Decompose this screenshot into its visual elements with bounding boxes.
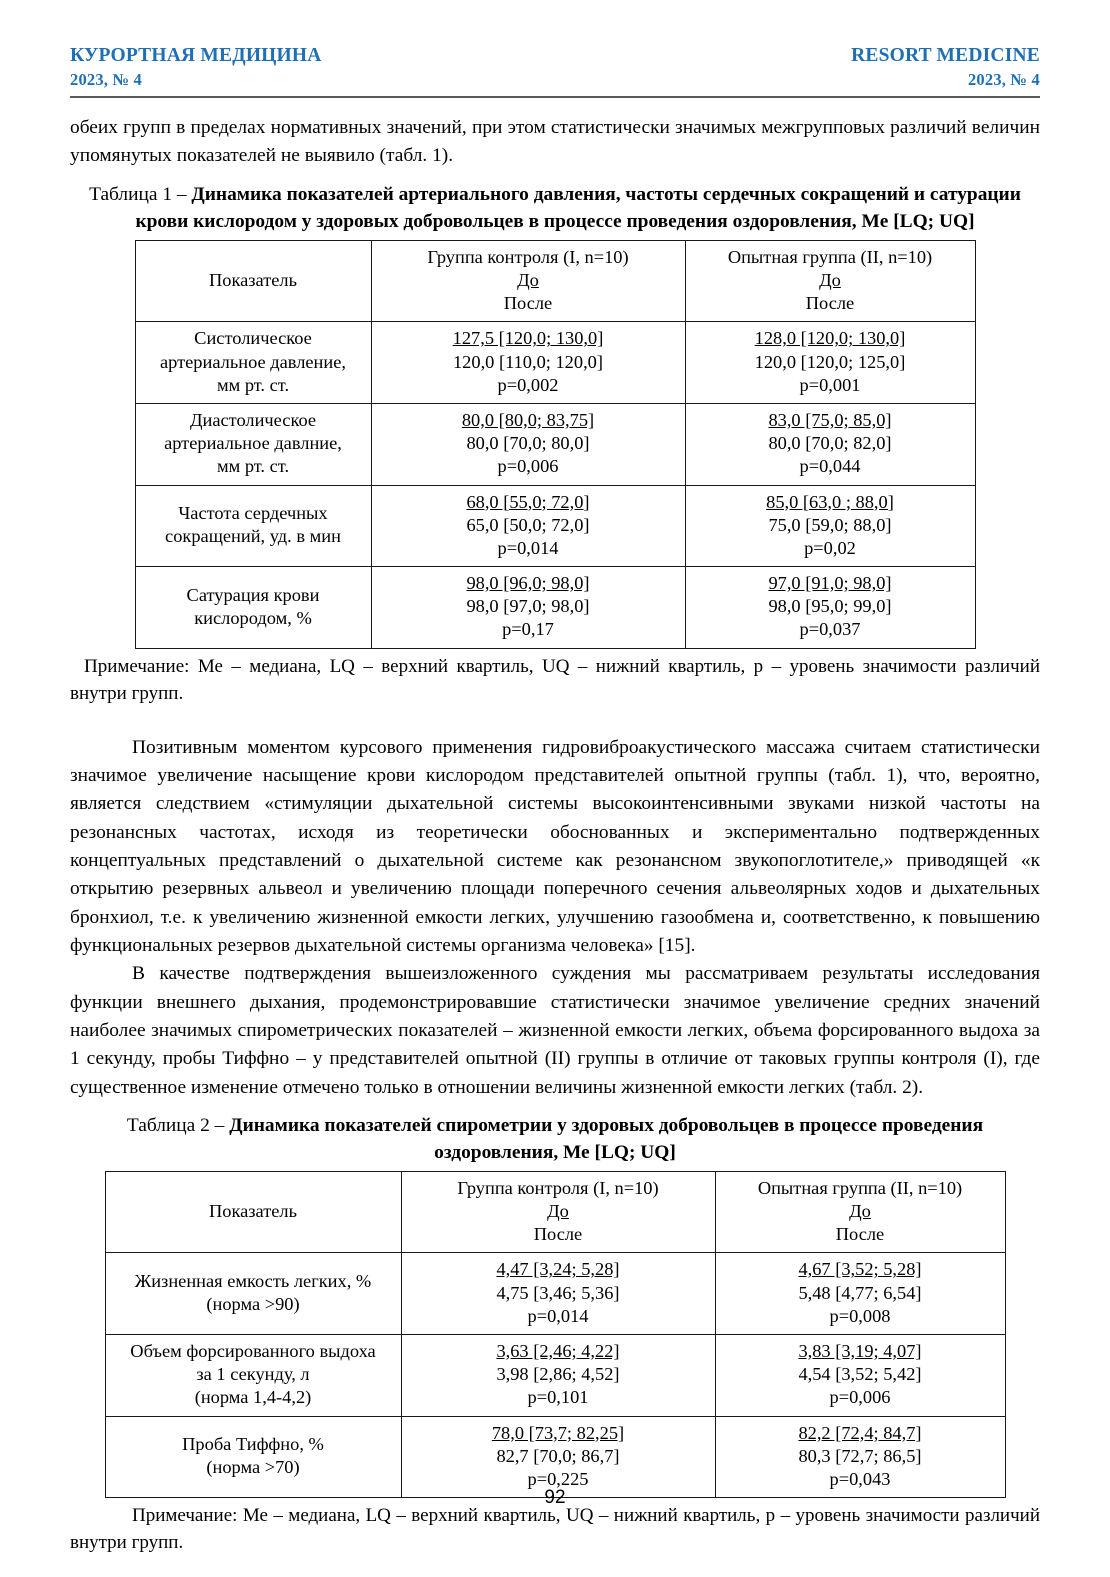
paragraph-confirmation: В качестве подтверждения вышеизложенного суждения мы рассматриваем результаты исследования функции внешнего дыхания, продемонстрировавшие статистически значимое увеличение средних значений наиболее значимых спирометрических показателей – жизненной емкости легких, объема форсированного выдоха за 1 секунду, пробы Тиффно – у представителей опытной (II) группы в отличие от таковых группы контроля (I), где существенное изменение отмечено только в отношении величины жизненной емкости легких (табл. 2). <box>70 963 1040 1098</box>
table-row <box>105 1416 1005 1498</box>
header-cell-control <box>401 1171 715 1253</box>
value-before: 127,5 [120,0; 130,0] <box>452 328 604 349</box>
cell-control-values <box>401 1253 715 1335</box>
indicator-line: мм рт. ст. <box>216 374 290 395</box>
table-row <box>105 1335 1005 1417</box>
cell-indicator <box>135 567 371 649</box>
indicator-line: Диастолическое <box>189 409 317 430</box>
value-after: 120,0 [110,0; 120,0] <box>452 351 603 372</box>
header-control-title: Группа контроля (I, n=10) <box>427 246 629 267</box>
value-after: 5,48 [4,77; 6,54] <box>798 1282 922 1303</box>
table1-caption-title: Динамика показателей артериального давления, частоты сердечных сокращений и сатурации крови кислородом у здоровых добровольцев в процессе проведения оздоровления, Me [LQ; UQ] <box>135 183 1021 233</box>
value-pvalue: p=0,225 <box>527 1468 589 1489</box>
table2-note: Примечание: Ме – медиана, LQ – верхний квартиль, UQ – нижний квартиль, p – уровень значимости различий внутри групп. <box>70 1505 1040 1554</box>
indicator-line: (норма 1,4-4,2) <box>194 1387 312 1408</box>
indicator-line: артериальное давление, <box>159 351 346 372</box>
value-after: 4,54 [3,52; 5,42] <box>798 1364 922 1385</box>
header-experimental-before: До <box>849 1201 871 1222</box>
cell-indicator <box>135 485 371 567</box>
journal-title-en: RESORT MEDICINE <box>851 45 1040 66</box>
journal-issue-en: 2023, № 4 <box>967 69 1040 89</box>
header-cell-control <box>371 240 685 322</box>
value-before: 78,0 [73,7; 82,25] <box>491 1422 625 1443</box>
header-control-after: После <box>503 293 553 314</box>
table-header-row <box>105 1171 1005 1253</box>
value-after: 98,0 [97,0; 98,0] <box>466 596 590 617</box>
table-2-spirometry <box>105 1171 1006 1498</box>
header-control-title: Группа контроля (I, n=10) <box>457 1177 659 1198</box>
value-pvalue: p=0,006 <box>497 456 559 477</box>
value-after: 3,98 [2,86; 4,52] <box>496 1364 620 1385</box>
value-pvalue: p=0,17 <box>502 619 554 640</box>
header-control-before: До <box>547 1201 569 1222</box>
header-experimental-title: Опытная группа (II, n=10) <box>727 246 933 267</box>
journal-issue-ru: 2023, № 4 <box>70 69 143 89</box>
table2-caption-lead: Таблица 2 – <box>126 1114 230 1136</box>
header-control-after: После <box>533 1224 583 1245</box>
running-head-right <box>851 44 1040 90</box>
value-before: 4,47 [3,24; 5,28] <box>496 1259 620 1280</box>
cell-indicator <box>105 1416 401 1498</box>
value-pvalue: p=0,008 <box>829 1305 891 1326</box>
cell-control-values <box>401 1335 715 1417</box>
value-before: 82,2 [72,4; 84,7] <box>798 1422 922 1443</box>
value-pvalue: p=0,001 <box>799 374 861 395</box>
cell-experimental-values <box>685 567 975 649</box>
page-number: 92 <box>544 1487 566 1509</box>
indicator-line: за 1 секунду, л <box>196 1364 310 1385</box>
cell-experimental-values <box>715 1335 1005 1417</box>
value-pvalue: p=0,002 <box>497 374 559 395</box>
cell-experimental-values <box>715 1253 1005 1335</box>
cell-control-values <box>371 567 685 649</box>
value-after: 80,0 [70,0; 82,0] <box>768 433 892 454</box>
table2-caption-title: Динамика показателей спирометрии у здоровых добровольцев в процессе проведения оздоровления, Ме [LQ; UQ] <box>229 1114 984 1164</box>
indicator-line: Жизненная емкость легких, % <box>134 1271 372 1292</box>
value-before: 80,0 [80,0; 83,75] <box>461 409 595 430</box>
value-pvalue: p=0,006 <box>829 1387 891 1408</box>
value-before: 98,0 [96,0; 98,0] <box>466 573 590 594</box>
cell-experimental-values <box>685 485 975 567</box>
header-cell-indicator: Показатель <box>135 240 371 322</box>
cell-indicator <box>105 1253 401 1335</box>
cell-control-values <box>401 1416 715 1498</box>
value-pvalue: p=0,101 <box>527 1387 589 1408</box>
table-row <box>135 403 975 485</box>
table-row <box>135 567 975 649</box>
cell-control-values <box>371 403 685 485</box>
table-row <box>135 322 975 404</box>
cell-experimental-values <box>685 322 975 404</box>
value-pvalue: p=0,02 <box>804 537 856 558</box>
value-after: 80,0 [70,0; 80,0] <box>466 433 590 454</box>
table-header-row <box>135 240 975 322</box>
header-control-before: До <box>517 270 539 290</box>
header-experimental-title: Опытная группа (II, n=10) <box>757 1177 963 1198</box>
value-before: 128,0 [120,0; 130,0] <box>754 328 906 349</box>
indicator-line: Частота сердечных <box>178 503 328 524</box>
table-row <box>105 1253 1005 1335</box>
paragraph-positive: Позитивным моментом курсового применения гидровиброакустического массажа считаем статистически значимое увеличение насыщение крови кислородом представителей опытной группы (табл. 1), что, вероятно, является следствием «стимуляции дыхательной системы высокоинтенсивными звуками низкой частоты на резонансных частотах, исходя из теоретически обоснованных и экспериментально подтвержденных концептуальных представлений о дыхательной системе как резонансном звукопоглотителе,» приводящей «к открытию резервных альвеол и увеличению площади поперечного сечения альвеолярных ходов и дыхательных бронхиол, т.е. к увеличению жизненной емкости легких, улучшению газообмена и, соответственно, к повышению функциональных резервов дыхательной системы организма человека» [15]. <box>70 736 1040 956</box>
value-pvalue: p=0,037 <box>799 619 861 640</box>
cell-indicator <box>105 1335 401 1417</box>
value-before: 4,67 [3,52; 5,28] <box>798 1259 922 1280</box>
cell-control-values <box>371 322 685 404</box>
indicator-line: Объем форсированного выдоха <box>130 1341 376 1362</box>
value-after: 120,0 [120,0; 125,0] <box>754 351 906 372</box>
header-experimental-after: После <box>805 293 855 314</box>
journal-title-ru: КУРОРТНАЯ МЕДИЦИНА <box>70 45 322 66</box>
cell-experimental-values <box>685 403 975 485</box>
cell-experimental-values <box>715 1416 1005 1498</box>
cell-indicator <box>135 403 371 485</box>
value-after: 98,0 [95,0; 99,0] <box>768 596 892 617</box>
table2-caption <box>70 1112 1040 1167</box>
value-pvalue: p=0,014 <box>497 537 559 558</box>
value-after: 80,3 [72,7; 86,5] <box>798 1445 922 1466</box>
indicator-line: сокращений, уд. в мин <box>165 526 341 547</box>
indicator-line: кислородом, % <box>194 607 312 628</box>
table1-caption-lead: Таблица 1 – <box>89 183 192 205</box>
value-after: 75,0 [59,0; 88,0] <box>768 514 892 535</box>
value-before: 85,0 [63,0 ; 88,0] <box>766 491 894 512</box>
cell-indicator <box>135 322 371 404</box>
value-after: 4,75 [3,46; 5,36] <box>496 1282 620 1303</box>
indicator-line: (норма >90) <box>206 1294 300 1315</box>
table1-note: Примечание: Ме – медиана, LQ – верхний квартиль, UQ – нижний квартиль, p – уровень значимости различий внутри групп. <box>70 655 1040 704</box>
indicator-line: Сатурация крови <box>186 584 320 605</box>
indicator-line: Проба Тиффно, % <box>182 1434 324 1455</box>
table1-caption <box>70 181 1040 236</box>
header-experimental-before: До <box>819 270 841 290</box>
value-before: 3,83 [3,19; 4,07] <box>798 1341 922 1362</box>
header-cell-indicator: Показатель <box>105 1171 401 1253</box>
header-cell-experimental <box>715 1171 1005 1253</box>
indicator-line: артериальное давлние, <box>164 433 342 454</box>
paragraph-intro: обеих групп в пределах нормативных значений, при этом статистически значимых межгрупповых различий величин упомянутых показателей не выявило (табл. 1). <box>70 117 1040 167</box>
value-after: 65,0 [50,0; 72,0] <box>466 514 590 535</box>
value-pvalue: p=0,014 <box>527 1305 589 1326</box>
indicator-line: Систолическое <box>194 328 312 349</box>
running-head-left <box>70 44 322 90</box>
value-pvalue: p=0,044 <box>799 456 861 477</box>
value-before: 97,0 [91,0; 98,0] <box>768 573 892 594</box>
value-after: 82,7 [70,0; 86,7] <box>496 1445 620 1466</box>
header-experimental-after: После <box>835 1224 885 1245</box>
value-before: 3,63 [2,46; 4,22] <box>496 1341 620 1362</box>
value-before: 83,0 [75,0; 85,0] <box>768 409 892 430</box>
running-head <box>70 44 1040 90</box>
header-cell-experimental <box>685 240 975 322</box>
value-pvalue: p=0,043 <box>829 1468 891 1489</box>
cell-control-values <box>371 485 685 567</box>
table-row <box>135 485 975 567</box>
table-1-blood-pressure <box>135 240 976 649</box>
value-before: 68,0 [55,0; 72,0] <box>466 491 590 512</box>
indicator-line: (норма >70) <box>206 1457 300 1478</box>
indicator-line: мм рт. ст. <box>216 456 290 477</box>
header-rule <box>70 96 1040 98</box>
